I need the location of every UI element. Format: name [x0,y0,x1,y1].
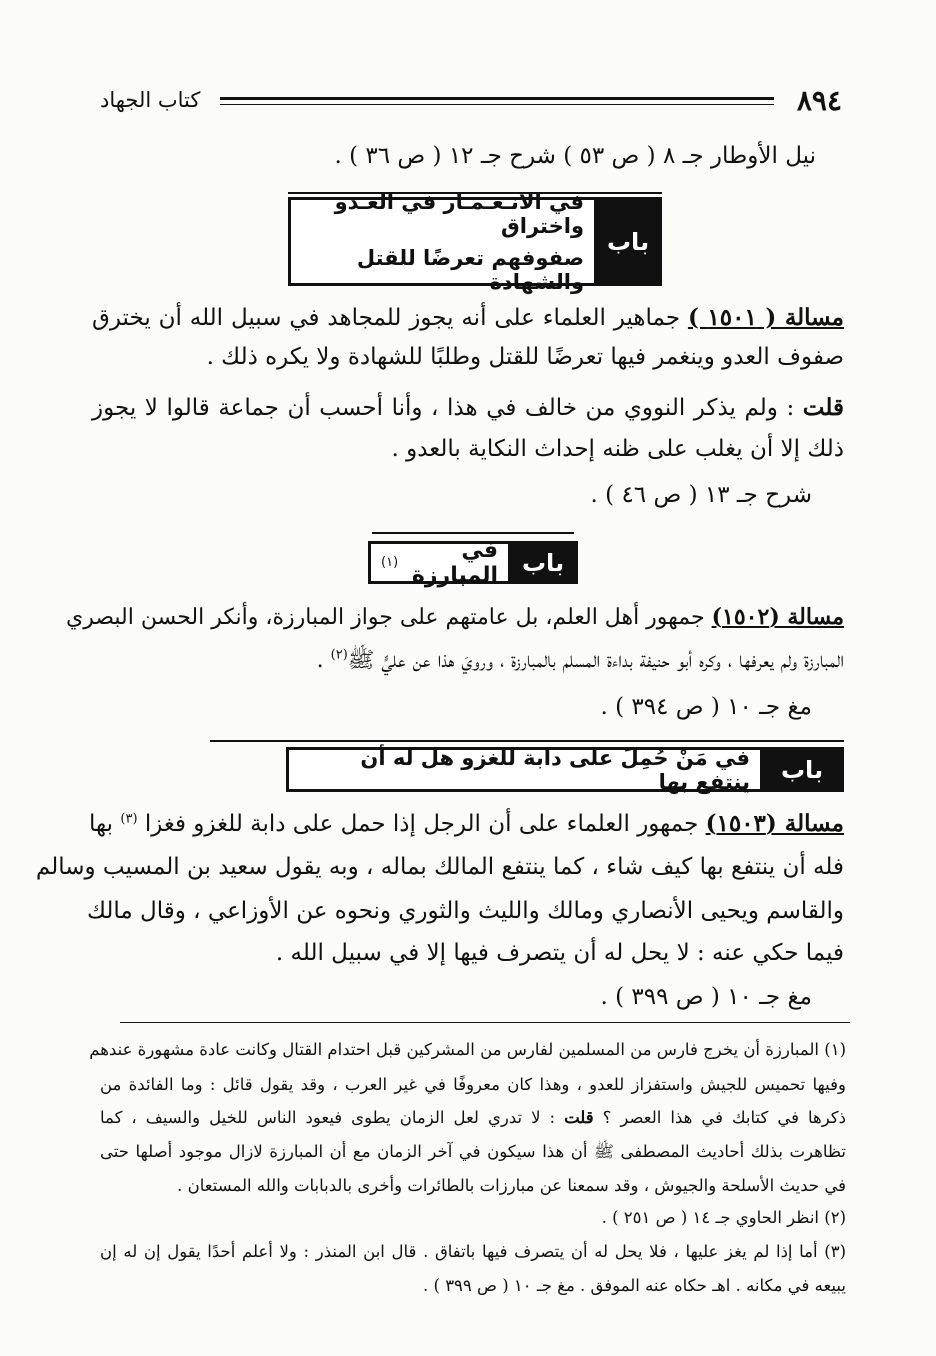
footnote-1-line3b: : لا تدري لعل الزمان يطوى فيعود الناس للخيل والسيف ، كما [100,1108,565,1127]
page-number: ٨٩٤ [796,84,842,117]
bab1-title [288,189,594,294]
footnote-1-line3 [100,1108,846,1127]
footnote-1-line3a: ذكرها في كتابك في هذا العصر ؟ [593,1108,846,1127]
bab3-topline [210,740,844,742]
footnote-2: (٢) انظر الحاوي جـ ١٤ ( ص ٢٥١ ) . [601,1208,846,1227]
bab1-tag: باب [594,197,662,286]
footnote-1-line4: تظاهرت بذلك أحاديث المصطفى ﷺ أن هذا سيكون في آخر الزمان مع أن المبارزة لازال موجود أصلها حتى [100,1142,846,1161]
m1502-label: مسالة (١٥٠٢) [711,604,844,630]
m1502-line2-end: . [316,648,331,673]
bab2-tag: باب [508,541,578,584]
page-header [100,84,842,124]
m1501-reference: شرح جـ ١٣ ( ص ٤٦ ) . [590,482,812,508]
intro-reference: نيل الأوطار جـ ٨ ( ص ٥٣ ) شرح جـ ١٢ ( ص ٣٦ ) . [334,143,816,169]
bab2-title [368,537,508,588]
m1502-reference: مغ جـ ١٠ ( ص ٣٩٤ ) . [600,694,812,720]
footnote-1-line2: وفيها تحميس للجيش واستفزاز للعدو ، وهذا كان معروفًا في غير العرب ، وقد يقول قائل : وما الفائدة من [100,1075,846,1094]
m1503-label: مسالة (١٥٠٣) [705,810,844,837]
m1502-line2-text: المبارزة ولم يعرفها ، وكره أبو حنيفة بداءة المسلم بالمبارزة ، ورويَ هذا عن عليٍّ ﷺ [347,648,844,673]
m1501-line1-text: جماهير العلماء على أنه يجوز للمجاهد في سبيل الله أن يخترق [92,305,688,331]
m1502-line1 [65,604,844,630]
m1503-line3: والقاسم ويحيى الأنصاري ومالك والليث والثوري ونحوه عن الأوزاعي ، وقال مالك [87,898,844,924]
bab1-title-line2: صفوفهم تعرضًا للقتل والشهادة [356,245,584,294]
bab3-tag: باب [760,747,844,792]
header-rule [220,97,774,105]
footnote-3-line1: (٣) أما إذا لم يغز عليها ، فلا يحل له أن يتصرف فيها باتفاق . قال ابن المنذر : ولا أعلم أحدًا يقول إن له إن [100,1242,846,1261]
m1501-line2: صفوف العدو وينغمر فيها تعرضًا للقتل وطلبًا للشهادة ولا يكره ذلك . [206,344,844,370]
bab2-footnote-ref: (١) [381,555,399,570]
m1501-line3-text: : ولم يذكر النووي من خالف في هذا ، وأنا أحسب أن جماعة قالوا لا يجوز [92,395,803,421]
m1503-line4: فيما حكي عنه : لا يحل له أن يتصرف فيها إلا في سبيل الله . [275,940,844,966]
m1502-line1-text: جمهور أهل العلم، بل عامتهم على جواز المبارزة، وأنكر الحسن البصري [65,605,712,630]
m1503-line1-text: جمهور العلماء على أن الرجل إذا حمل على دابة للغزو فغزا [137,811,706,837]
bab3-title [286,747,760,792]
m1503-reference: مغ جـ ١٠ ( ص ٣٩٩ ) . [600,984,812,1010]
bab2-title-text: في المبارزة [411,537,498,588]
footnote-ref-2: (٢) [330,647,348,663]
m1503-line2: فله أن ينتفع بها كيف شاء ، كما ينتفع المالك بماله ، وبه يقول سعيد بن المسيب وسالم [35,854,844,880]
bab3-heading [286,747,844,792]
m1502-line2 [92,646,844,678]
qult-label: قلت [802,394,844,421]
footnote-separator [120,1022,850,1023]
bab2-heading [368,537,578,588]
footnote-3-line2: يبيعه في مكانه . اهـ حكاه عنه الموفق . مغ جـ ١٠ ( ص ٣٩٩ ) . [423,1276,846,1295]
bab3-title-text: في مَنْ حُمِلَ على دابة للغزو هل له أن ينتفع بها [360,745,750,794]
bab1-title-line1: في الانـغـمـار في العـدو واختراق [334,189,584,238]
m1503-line1-end: بها [89,811,121,837]
m1501-line3 [92,394,844,421]
m1501-line4: ذلك إلا أن يغلب على ظنه إحداث النكاية بالعدو . [391,436,844,462]
footnote-qult: قلت [564,1108,594,1127]
book-title: كتاب الجهاد [100,88,201,112]
m1503-line1 [89,810,844,837]
bab1-heading [288,189,662,294]
bab2-topline [372,532,574,534]
footnote-ref-3: (٣) [120,811,138,827]
m1501-line1 [92,304,844,331]
m1501-label: مسالة ( ١٥٠١ ) [687,304,844,331]
footnote-1-line1: (١) المبارزة أن يخرج فارس من المسلمين لفارس من المشركين قبل احتدام القتال وكانت عادة مشهورة عندهم [89,1040,846,1059]
footnote-1-line5: في حديث الأسلحة والجيوش ، وقد سمعنا عن مبارزات بالطائرات وأخرى بالدبابات والله المستعان . [177,1176,846,1195]
